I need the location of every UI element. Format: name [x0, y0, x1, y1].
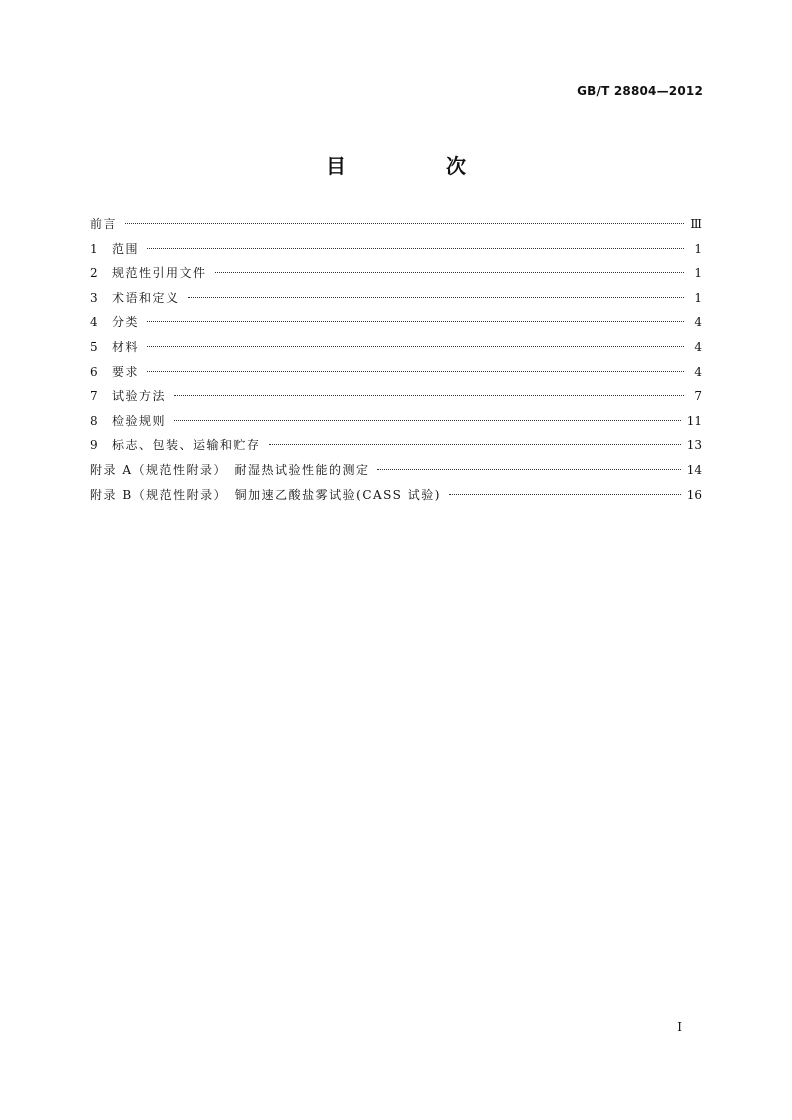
toc-entry-inspection-rules[interactable]	[90, 409, 702, 434]
toc-entry-page: 4	[694, 339, 702, 354]
toc-entry-normative-references[interactable]	[90, 261, 702, 286]
toc-entry-page: 1	[694, 290, 702, 305]
toc-leader	[269, 444, 681, 445]
toc-entry-annex-b[interactable]	[90, 483, 702, 508]
standard-code: GB/T 28804—2012	[577, 84, 703, 98]
toc-entry-number: 7	[90, 389, 98, 404]
toc-entry-label: 术语和定义	[112, 290, 180, 305]
toc-entry-page: 1	[694, 241, 702, 256]
toc-entry-page: 11	[686, 413, 702, 428]
toc-entry-number: 9	[90, 438, 98, 453]
toc-entry-materials[interactable]	[90, 335, 702, 360]
toc-entry-number: 3	[90, 290, 98, 305]
toc-entry-page: Ⅲ	[690, 217, 702, 231]
toc-entry-label: 规范性引用文件	[112, 266, 207, 281]
toc-leader	[147, 346, 684, 347]
toc-leader	[188, 297, 684, 298]
toc-entry-terms-definitions[interactable]	[90, 286, 702, 311]
toc-entry-label: 标志、包装、运输和贮存	[112, 438, 261, 453]
table-of-contents	[90, 212, 702, 507]
toc-leader	[377, 469, 680, 470]
toc-entry-label: 范围	[112, 241, 140, 256]
toc-title: 目 次	[326, 154, 506, 178]
toc-entry-page: 4	[694, 364, 702, 379]
toc-entry-requirements[interactable]	[90, 360, 702, 385]
toc-entry-label: 前言	[90, 217, 118, 231]
toc-leader	[174, 395, 684, 396]
toc-entry-number: 4	[90, 315, 98, 330]
toc-entry-number: 6	[90, 364, 98, 379]
toc-entry-page: 1	[694, 266, 702, 281]
toc-entry-scope[interactable]	[90, 237, 702, 262]
toc-leader	[125, 223, 684, 224]
toc-entry-label: 分类	[112, 315, 140, 330]
toc-entry-label: 附录 A（规范性附录） 耐湿热试验性能的测定	[90, 462, 370, 477]
toc-entry-classification[interactable]	[90, 310, 702, 335]
toc-entry-page: 16	[686, 487, 702, 502]
toc-entry-number: 2	[90, 266, 98, 281]
toc-entry-page: 13	[686, 438, 702, 453]
toc-leader	[147, 248, 684, 249]
toc-entry-label: 检验规则	[112, 413, 167, 428]
toc-entry-label: 要求	[112, 364, 140, 379]
toc-entry-annex-a[interactable]	[90, 458, 702, 483]
toc-leader	[174, 420, 681, 421]
toc-entry-label: 材料	[112, 339, 140, 354]
toc-entry-marking-packaging[interactable]	[90, 433, 702, 458]
toc-entry-label: 附录 B（规范性附录） 铜加速乙酸盐雾试验(CASS 试验)	[90, 487, 441, 502]
toc-entry-label: 试验方法	[112, 389, 167, 404]
page-number: I	[677, 1020, 682, 1034]
toc-entry-page: 7	[694, 389, 702, 404]
toc-leader	[449, 494, 681, 495]
toc-leader	[147, 371, 684, 372]
toc-leader	[147, 321, 684, 322]
toc-entry-number: 1	[90, 241, 98, 256]
toc-entry-test-methods[interactable]	[90, 384, 702, 409]
toc-entry-number: 5	[90, 339, 98, 354]
toc-leader	[215, 272, 684, 273]
toc-entry-number: 8	[90, 413, 98, 428]
toc-entry-foreword[interactable]	[90, 212, 702, 237]
toc-entry-page: 4	[694, 315, 702, 330]
toc-entry-page: 14	[686, 462, 702, 477]
